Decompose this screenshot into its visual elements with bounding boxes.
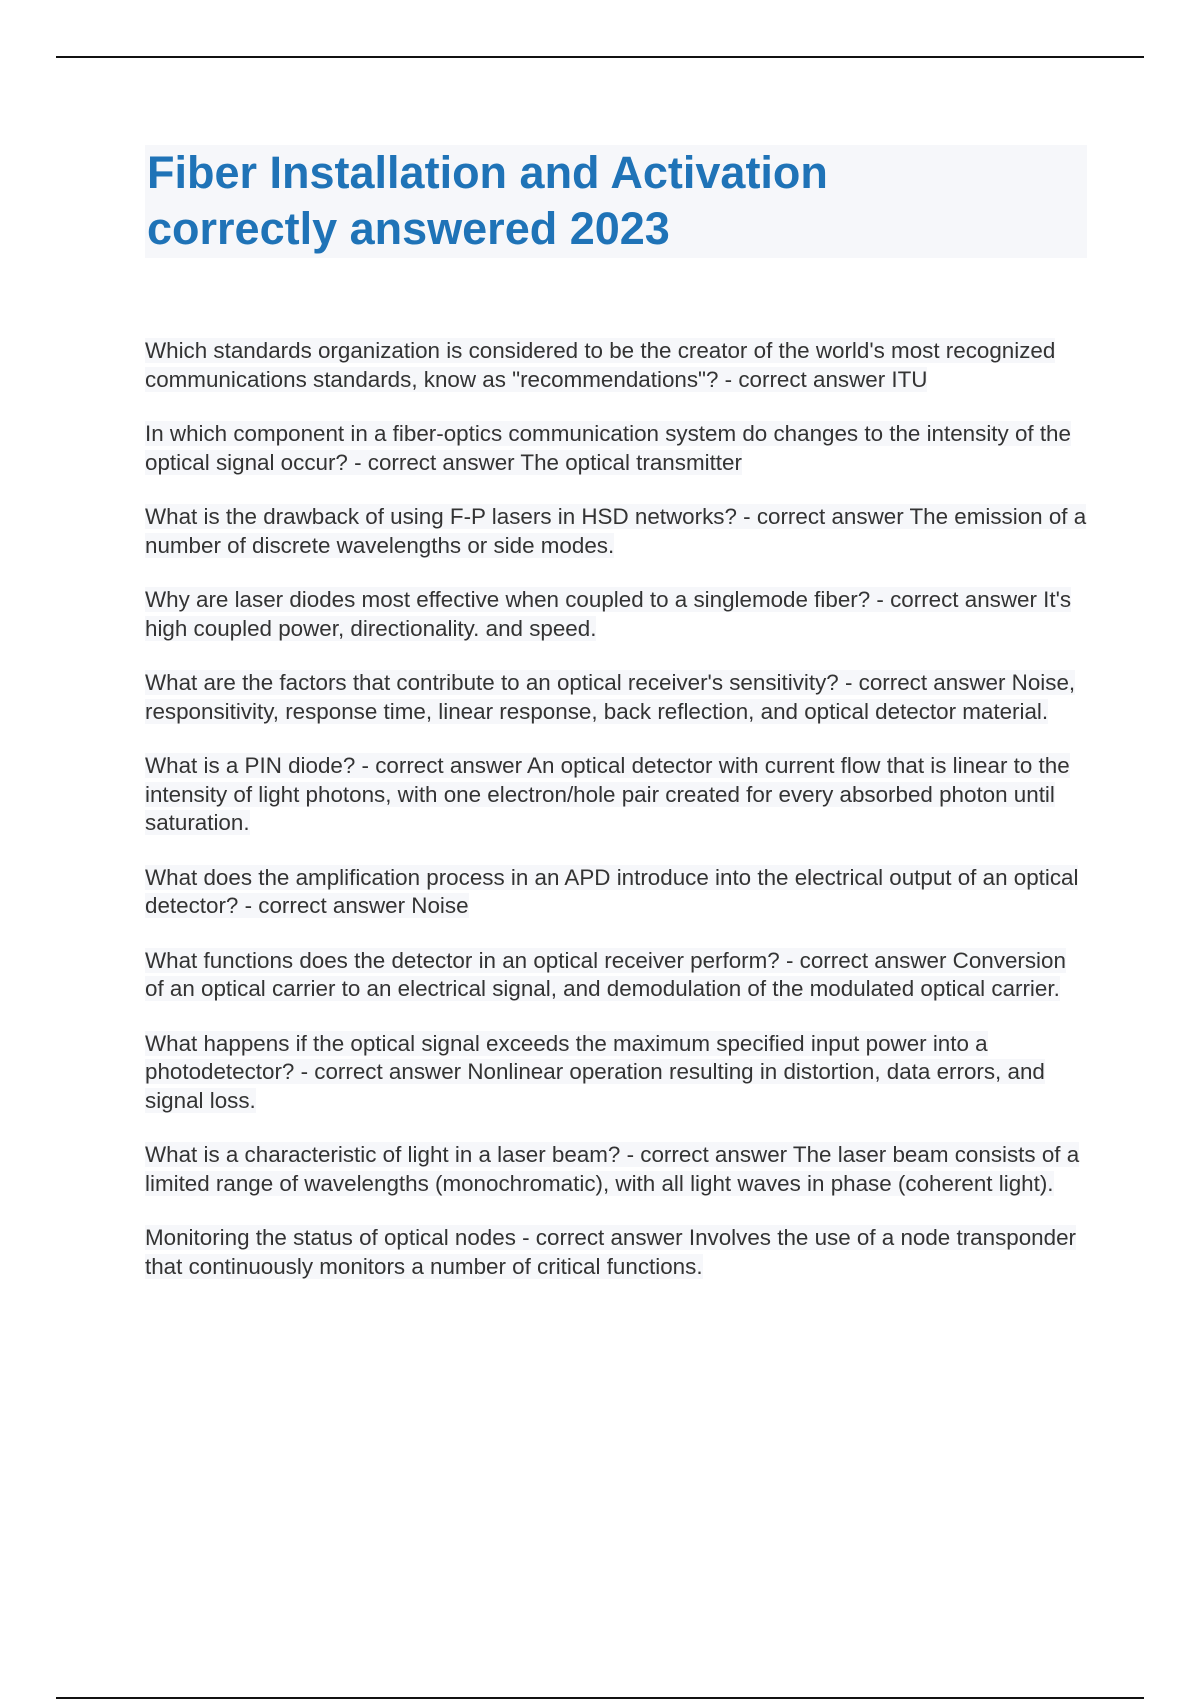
qa-text: What are the factors that contribute to an optical receiver's sensitivity? - correct answer Noise, responsitivity, response time, linear response, back reflection, and optical detector material. bbox=[145, 670, 1076, 724]
qa-item bbox=[145, 752, 1090, 838]
qa-item bbox=[145, 947, 1090, 1004]
qa-text: Why are laser diodes most effective when coupled to a singlemode fiber? - correct answer It's high coupled power, directionality. and speed. bbox=[145, 587, 1072, 641]
qa-item bbox=[145, 864, 1090, 921]
qa-text: What does the amplification process in an APD introduce into the electrical output of an optical detector? - correct answer Noise bbox=[145, 864, 1079, 918]
bottom-rule bbox=[56, 1697, 1144, 1699]
qa-item bbox=[145, 1030, 1090, 1116]
qa-text: In which component in a fiber-optics communication system do changes to the intensity of the optical signal occur? - correct answer The optical transmitter bbox=[145, 421, 1071, 475]
title-line-1: Fiber Installation and Activation bbox=[147, 147, 828, 198]
qa-text: What happens if the optical signal exceeds the maximum specified input power into a photodetector? - correct answer Nonlinear operation resulting in distortion, data errors, and signal loss. bbox=[145, 1030, 1045, 1113]
title-block bbox=[145, 145, 1087, 258]
qa-text: What is a PIN diode? - correct answer An optical detector with current flow that is linear to the intensity of light photons, with one electron/hole pair created for every absorbed photon until saturation. bbox=[145, 753, 1070, 835]
qa-item bbox=[145, 420, 1090, 477]
qa-item bbox=[145, 503, 1090, 560]
qa-text: What is a characteristic of light in a laser beam? - correct answer The laser beam consists of a limited range of wavelengths (monochromatic), with all light waves in phase (coherent light). bbox=[145, 1142, 1080, 1196]
qa-item bbox=[145, 1141, 1090, 1198]
qa-item bbox=[145, 586, 1090, 643]
qa-text: Which standards organization is considered to be the creator of the world's most recognized communications standards, know as "recommendations"? - correct answer ITU bbox=[145, 338, 1056, 392]
qa-item bbox=[145, 337, 1090, 394]
qa-text: Monitoring the status of optical nodes - correct answer Involves the use of a node transponder that continuously monitors a number of critical functions. bbox=[145, 1225, 1076, 1279]
top-rule bbox=[56, 56, 1144, 58]
question-answer-list bbox=[145, 337, 1090, 1307]
qa-text: What functions does the detector in an optical receiver perform? - correct answer Conversion of an optical carrier to an electrical signal, and demodulation of the modulated optical carrier. bbox=[145, 947, 1066, 1001]
title-line-2: correctly answered 2023 bbox=[147, 203, 670, 254]
qa-item bbox=[145, 1224, 1090, 1281]
qa-item bbox=[145, 669, 1090, 726]
document-title bbox=[145, 145, 1087, 257]
qa-text: What is the drawback of using F-P lasers in HSD networks? - correct answer The emission of a number of discrete wavelengths or side modes. bbox=[145, 504, 1087, 558]
